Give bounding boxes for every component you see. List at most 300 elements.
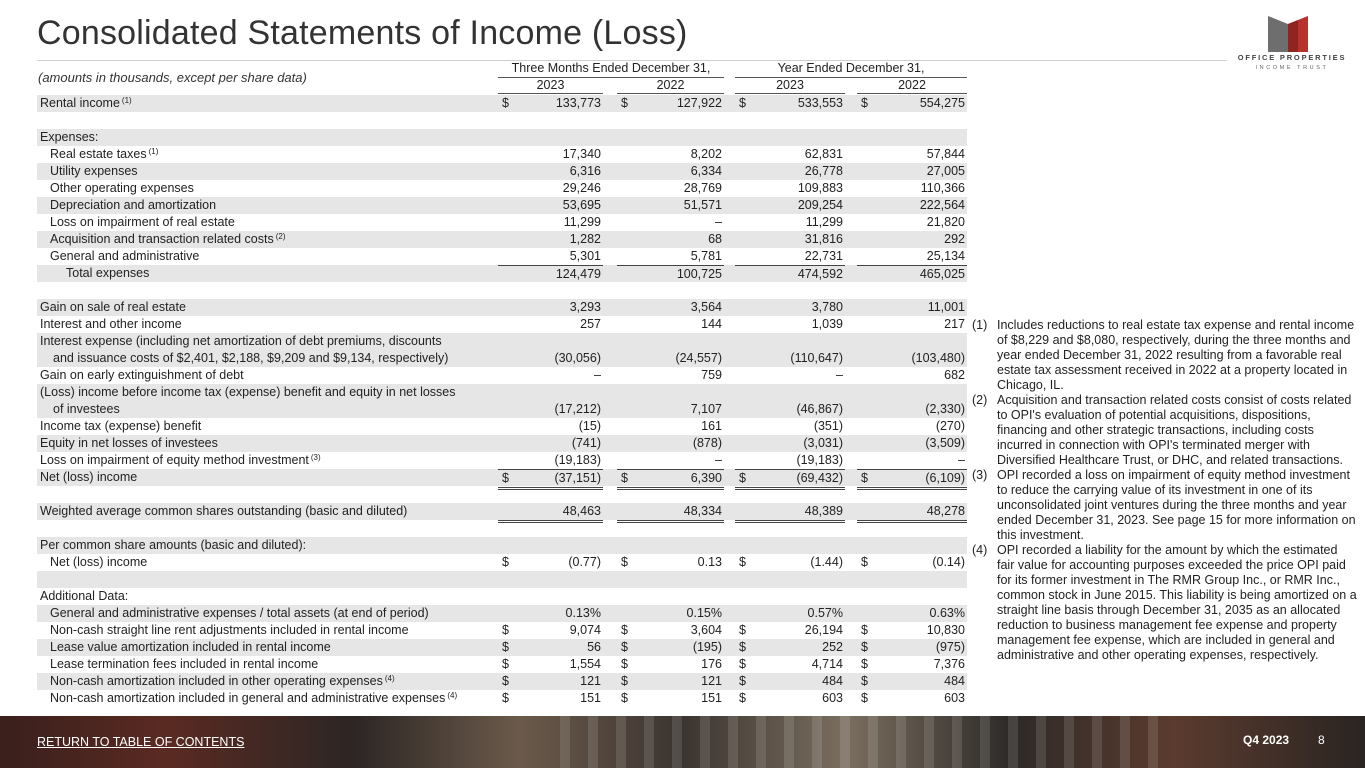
value-cell: [857, 112, 967, 129]
value-cell: [498, 299, 603, 316]
value-cell: [498, 248, 603, 266]
value-cell: [617, 690, 724, 707]
row-label: [50, 554, 147, 571]
value-cell: [498, 656, 603, 673]
table-row: [37, 673, 967, 690]
row-label-text: Per common share amounts (basic and diluted):: [40, 538, 307, 552]
cell-value: 7,107: [690, 402, 722, 416]
value-cell: [617, 350, 724, 367]
value-cell: [735, 537, 845, 554]
row-label: [40, 333, 480, 367]
cell-value: 0.13%: [565, 606, 601, 620]
row-label: [50, 248, 199, 265]
logo-mark-icon: [1260, 12, 1324, 52]
currency-sign: $: [739, 96, 746, 110]
row-label: [40, 418, 201, 435]
row-label-text: Expenses:: [40, 130, 99, 144]
footnote-text: OPI recorded a liability for the amount by which the estimated fair value for accounting purposes exceeded the price OPI paid for its former investment in The RMR Group Inc., or RMR Inc., common stock in June 2015. This liability is being amortized on a straight line basis through December 31, 2035 as an allocated reduction to business management fee expense and property management fee expense, which are included in general and administrative and other operating expenses, respectively.: [997, 543, 1357, 662]
value-cell: [617, 146, 724, 163]
value-cell: [857, 248, 967, 266]
table-row: [37, 180, 967, 197]
row-label: [40, 367, 244, 384]
table-row: [37, 503, 967, 520]
table-row: [37, 605, 967, 622]
value-cell: [857, 163, 967, 180]
cell-value: (741): [571, 436, 601, 450]
cell-value: 257: [580, 317, 601, 331]
footnote: [972, 393, 1358, 468]
row-label: [40, 316, 182, 333]
value-cell: [498, 605, 603, 622]
value-cell: [857, 95, 967, 112]
value-cell: [735, 554, 845, 571]
building-window: [1064, 716, 1074, 768]
table-row: [37, 469, 967, 486]
row-label-text: Real estate taxes: [50, 147, 147, 161]
building-window: [560, 716, 570, 768]
row-label: [50, 656, 318, 673]
value-cell: [857, 690, 967, 707]
building-window: [868, 716, 878, 768]
value-cell: [617, 452, 724, 469]
cell-value: 28,769: [683, 181, 722, 195]
cell-value: 31,816: [804, 232, 843, 246]
cell-value: 252: [822, 640, 843, 654]
building-window: [784, 716, 794, 768]
table-row: [37, 95, 967, 112]
value-cell: [857, 299, 967, 316]
value-cell: [617, 316, 724, 333]
value-cell: [735, 418, 845, 435]
cell-value: 0.15%: [686, 606, 722, 620]
value-cell: [617, 95, 724, 112]
cell-value: 124,479: [555, 267, 601, 281]
cell-value: 161: [701, 419, 722, 433]
row-label-text: Gain on early extinguishment of debt: [40, 368, 244, 382]
year-header: 2023: [776, 78, 804, 92]
cell-value: (37,151): [554, 471, 601, 485]
cell-value: 4,714: [811, 657, 843, 671]
cell-value: (975): [935, 640, 965, 654]
cell-value: 11,299: [563, 215, 601, 229]
currency-sign: $: [861, 657, 868, 671]
cell-value: 121: [701, 674, 722, 688]
value-cell: [617, 418, 724, 435]
currency-sign: $: [502, 555, 509, 569]
cell-value: –: [715, 453, 722, 467]
cell-value: 7,376: [933, 657, 965, 671]
row-label: [50, 180, 194, 197]
row-label-text: Income tax (expense) benefit: [40, 419, 202, 433]
value-cell: [498, 435, 603, 452]
row-label: [50, 163, 138, 180]
value-cell: [735, 163, 845, 180]
value-cell: [857, 367, 967, 384]
cell-value: 0.63%: [929, 606, 965, 620]
row-label-text: Utility expenses: [50, 164, 138, 178]
value-cell: [617, 231, 724, 248]
year-header: 2022: [656, 78, 685, 92]
value-cell: [735, 95, 845, 112]
table-row: [37, 265, 967, 282]
row-label-text: Gain on sale of real estate: [40, 300, 186, 314]
currency-sign: $: [739, 555, 746, 569]
currency-sign: $: [621, 555, 628, 569]
company-logo: [1232, 12, 1352, 82]
value-cell: [498, 367, 603, 384]
year-header: 2022: [898, 78, 926, 92]
cell-value: 3,604: [690, 623, 722, 637]
currency-sign: $: [861, 691, 868, 705]
currency-sign: $: [739, 674, 746, 688]
value-cell: [498, 129, 603, 146]
value-cell: [498, 401, 603, 418]
cell-value: (19,183): [554, 453, 601, 467]
value-cell: [498, 554, 603, 571]
value-cell: [857, 571, 967, 588]
cell-value: 127,922: [676, 96, 722, 110]
footnotes: [972, 318, 1358, 663]
row-label-text: Equity in net losses of investees: [40, 436, 218, 450]
row-label-continued: of investees: [53, 402, 120, 416]
row-label-text: Other operating expenses: [50, 181, 194, 195]
value-cell: [498, 197, 603, 214]
cell-value: 222,564: [919, 198, 965, 212]
table-row: [37, 486, 967, 503]
footnote-number: (2): [972, 393, 988, 407]
value-cell: [617, 639, 724, 656]
cell-value: 110,366: [920, 181, 965, 195]
value-cell: [498, 265, 603, 283]
currency-sign: $: [502, 640, 509, 654]
cell-value: 68: [708, 232, 722, 246]
footnote: [972, 543, 1358, 663]
row-label-text: Loss on impairment of equity method investment: [40, 453, 309, 467]
cell-value: 62,831: [804, 147, 843, 161]
table-row: [37, 520, 967, 537]
value-cell: [735, 367, 845, 384]
value-cell: [857, 265, 967, 283]
value-cell: [735, 248, 845, 266]
value-cell: [857, 639, 967, 656]
row-label-text: Total expenses: [66, 266, 150, 280]
building-window: [924, 716, 934, 768]
cell-value: 1,039: [811, 317, 843, 331]
value-cell: [498, 690, 603, 707]
group-header-three-months: Three Months Ended December 31,: [511, 61, 711, 75]
currency-sign: $: [621, 674, 628, 688]
value-cell: [498, 350, 603, 367]
cell-value: 11,299: [805, 215, 843, 229]
footnote-number: (4): [972, 543, 988, 557]
value-cell: [617, 537, 724, 554]
value-cell: [617, 673, 724, 690]
unit-note: (amounts in thousands, except per share data): [38, 70, 307, 85]
table-row: [37, 435, 967, 452]
cell-value: 100,725: [676, 267, 722, 281]
value-cell: [498, 673, 603, 690]
cell-value: (0.77): [568, 555, 601, 569]
value-cell: [735, 588, 845, 605]
value-cell: [498, 95, 603, 112]
footnote-ref: (2): [275, 232, 286, 241]
table-row: [37, 231, 967, 248]
footnote-ref: (1): [148, 147, 159, 156]
row-label-text: General and administrative expenses / total assets (at end of period): [50, 606, 429, 620]
value-cell: [617, 197, 724, 214]
value-cell: [857, 622, 967, 639]
value-cell: [857, 418, 967, 435]
row-label-text: (Loss) income before income tax (expense) benefit and equity in net losses: [40, 385, 456, 399]
value-cell: [617, 129, 724, 146]
value-cell: [617, 180, 724, 197]
cell-value: 209,254: [797, 198, 843, 212]
value-cell: [857, 146, 967, 163]
value-cell: [735, 146, 845, 163]
table-row: [37, 316, 967, 333]
building-window: [700, 716, 710, 768]
value-cell: [498, 180, 603, 197]
cell-value: 3,293: [569, 300, 601, 314]
page-title: Consolidated Statements of Income (Loss): [37, 14, 688, 52]
cell-value: 176: [701, 657, 722, 671]
row-label-text: Rental income: [40, 96, 120, 110]
value-cell: [498, 571, 603, 588]
cell-value: 217: [944, 317, 965, 331]
cell-value: 682: [944, 368, 965, 382]
cell-value: (46,867): [796, 402, 843, 416]
value-cell: [617, 367, 724, 384]
row-label-continued: and issuance costs of $2,401, $2,188, $9,209 and $9,134, respectively): [53, 351, 449, 365]
cell-value: 22,731: [804, 249, 843, 263]
value-cell: [857, 316, 967, 333]
currency-sign: $: [861, 674, 868, 688]
row-label-text: Additional Data:: [40, 589, 129, 603]
cell-value: 533,553: [797, 96, 843, 110]
table-row: [37, 571, 967, 588]
currency-sign: $: [502, 96, 509, 110]
row-label: [50, 673, 395, 690]
currency-sign: $: [739, 471, 746, 485]
currency-sign: $: [502, 471, 509, 485]
cell-value: –: [836, 368, 843, 382]
currency-sign: $: [502, 691, 509, 705]
value-cell: [857, 231, 967, 248]
year-underline: [498, 93, 603, 94]
cell-value: 484: [822, 674, 843, 688]
value-cell: [498, 486, 603, 503]
row-label-text: Lease termination fees included in rental income: [50, 657, 319, 671]
building-window: [840, 716, 850, 768]
cell-value: 26,194: [804, 623, 843, 637]
row-label: [50, 197, 216, 214]
cell-value: (6,109): [925, 471, 965, 485]
row-label: [40, 435, 218, 452]
currency-sign: $: [621, 96, 628, 110]
cell-value: –: [594, 368, 601, 382]
currency-sign: $: [502, 623, 509, 637]
value-cell: [857, 282, 967, 299]
value-cell: [857, 520, 967, 537]
value-cell: [617, 248, 724, 266]
value-cell: [498, 214, 603, 231]
currency-sign: $: [502, 657, 509, 671]
building-window: [1008, 716, 1018, 768]
value-cell: [735, 129, 845, 146]
value-cell: [498, 520, 603, 537]
value-cell: [498, 622, 603, 639]
value-cell: [617, 435, 724, 452]
cell-value: (878): [692, 436, 722, 450]
value-cell: [857, 605, 967, 622]
cell-value: 1,282: [569, 232, 601, 246]
footnote: [972, 468, 1358, 543]
cell-value: 17,340: [562, 147, 601, 161]
building-window: [812, 716, 822, 768]
value-cell: [735, 690, 845, 707]
row-label-text: Weighted average common shares outstanding (basic and diluted): [40, 504, 408, 518]
cell-value: (3,509): [925, 436, 965, 450]
value-cell: [857, 197, 967, 214]
value-cell: [857, 129, 967, 146]
footnote-number: (1): [972, 318, 988, 332]
cell-value: (3,031): [803, 436, 843, 450]
cell-value: 292: [944, 232, 965, 246]
currency-sign: $: [739, 691, 746, 705]
cell-value: 603: [822, 691, 843, 705]
value-cell: [857, 486, 967, 503]
currency-sign: $: [739, 640, 746, 654]
value-cell: [735, 282, 845, 299]
value-cell: [857, 350, 967, 367]
cell-value: 56: [587, 640, 601, 654]
value-cell: [617, 588, 724, 605]
cell-value: 25,134: [926, 249, 965, 263]
value-cell: [617, 571, 724, 588]
table-row: [37, 248, 967, 265]
building-window: [1036, 716, 1046, 768]
value-cell: [735, 401, 845, 418]
cell-value: (270): [935, 419, 965, 433]
table-row: [37, 537, 967, 554]
row-label: [50, 231, 286, 248]
building-window: [644, 716, 654, 768]
table-row: [37, 197, 967, 214]
value-cell: [857, 554, 967, 571]
table-row: [37, 146, 967, 163]
value-cell: [735, 673, 845, 690]
table-row: [37, 418, 967, 435]
value-cell: [498, 452, 603, 469]
table-row: [37, 656, 967, 673]
value-cell: [617, 214, 724, 231]
currency-sign: $: [861, 96, 868, 110]
row-label: [50, 146, 158, 163]
value-cell: [735, 350, 845, 367]
building-window: [952, 716, 962, 768]
table-row: [37, 333, 967, 367]
value-cell: [498, 588, 603, 605]
table-row: [37, 282, 967, 299]
value-cell: [498, 231, 603, 248]
cell-value: 27,005: [926, 164, 965, 178]
cell-value: (17,212): [554, 402, 601, 416]
cell-value: 759: [701, 368, 722, 382]
value-cell: [735, 180, 845, 197]
cell-value: 21,820: [926, 215, 965, 229]
currency-sign: $: [739, 623, 746, 637]
value-cell: [498, 282, 603, 299]
cell-value: 0.13: [697, 555, 722, 569]
value-cell: [735, 112, 845, 129]
row-label-text: General and administrative: [50, 249, 200, 263]
value-cell: [617, 605, 724, 622]
value-cell: [857, 537, 967, 554]
cell-value: 48,463: [562, 504, 601, 518]
value-cell: [498, 639, 603, 656]
currency-sign: $: [621, 657, 628, 671]
cell-value: 484: [944, 674, 965, 688]
value-cell: [735, 316, 845, 333]
row-label: [40, 469, 137, 486]
year-header: 2023: [536, 78, 565, 92]
logo-brand-sub: INCOME TRUST: [1255, 65, 1329, 71]
value-cell: [735, 214, 845, 231]
row-label-text: Depreciation and amortization: [50, 198, 217, 212]
value-cell: [857, 435, 967, 452]
cell-value: 3,780: [811, 300, 843, 314]
cell-value: (24,557): [675, 351, 722, 365]
building-window: [1092, 716, 1102, 768]
row-label: [50, 639, 331, 656]
cell-value: 48,334: [683, 504, 722, 518]
cell-value: 9,074: [569, 623, 601, 637]
cell-value: –: [958, 453, 965, 467]
building-window: [672, 716, 682, 768]
row-label: [50, 622, 409, 639]
building-window: [728, 716, 738, 768]
value-cell: [617, 554, 724, 571]
return-to-contents-link[interactable]: RETURN TO TABLE OF CONTENTS: [37, 735, 245, 749]
cell-value: (110,647): [790, 351, 843, 365]
cell-value: 465,025: [919, 267, 965, 281]
cell-value: (103,480): [911, 351, 965, 365]
cell-value: (1.44): [810, 555, 843, 569]
cell-value: 5,781: [690, 249, 722, 263]
cell-value: 144: [701, 317, 722, 331]
value-cell: [617, 656, 724, 673]
value-cell: [617, 282, 724, 299]
row-label: [40, 95, 132, 112]
cell-value: 51,571: [683, 198, 722, 212]
value-cell: [735, 299, 845, 316]
row-label-text: Loss on impairment of real estate: [50, 215, 235, 229]
building-window: [980, 716, 990, 768]
currency-sign: $: [861, 555, 868, 569]
cell-value: (30,056): [554, 351, 601, 365]
value-cell: [498, 316, 603, 333]
building-window: [588, 716, 598, 768]
row-label-text: Net (loss) income: [40, 470, 138, 484]
row-label: [50, 690, 457, 707]
page-number: 8: [1318, 733, 1325, 747]
value-cell: [498, 163, 603, 180]
row-label-text: Non-cash straight line rent adjustments included in rental income: [50, 623, 409, 637]
currency-sign: $: [621, 691, 628, 705]
currency-sign: $: [621, 640, 628, 654]
value-cell: [735, 639, 845, 656]
cell-value: (351): [813, 419, 843, 433]
